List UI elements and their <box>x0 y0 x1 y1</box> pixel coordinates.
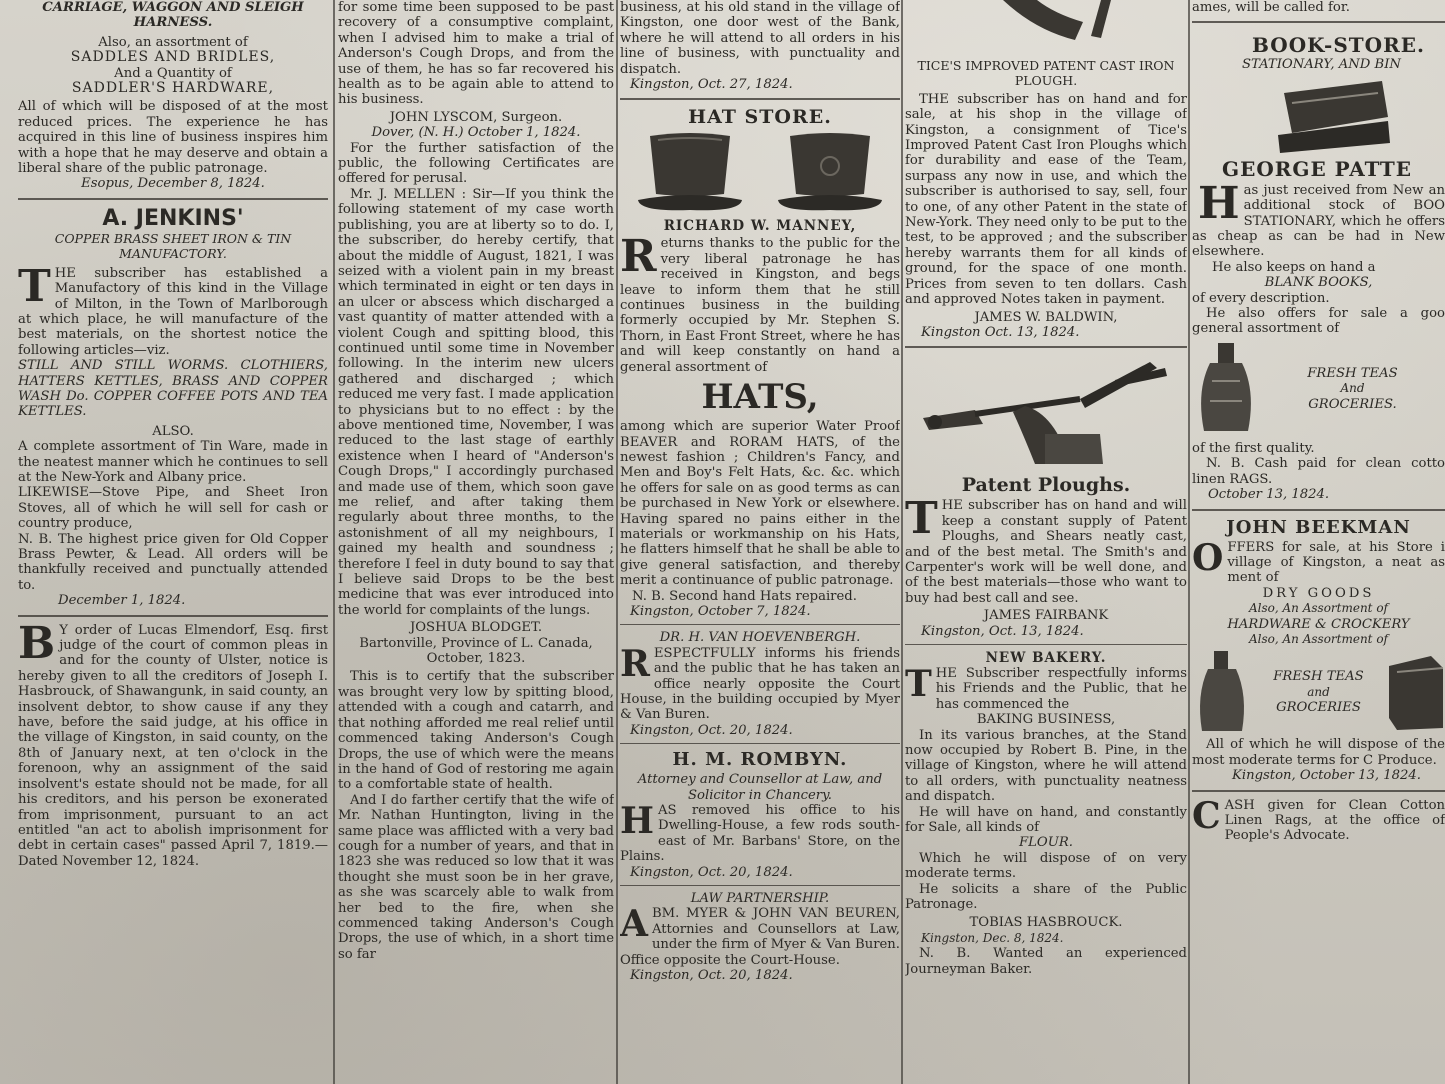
insolvent-notice: Y order of Lucas Elmendorf, Esq. first judge of the court of common pleas in and for the county of Ulster, notice is hereby given to all the creditors of Joseph I. Hasbrouck, of Shawangunk, in said county, an insolvent debtor, to show cause if any they have, before the said judge, at his office in the village of Kingston, in said county, on the 8th of January next, at ten o'clock in the forenoon, why an assignment of the said insolvent's estate should not be made, for all his creditors, and his person be exonerated from imprisonment, pursuant to an act entitled "an act to abolish imprisonment for debt in certain cases" passed April 7, 1819.—Dated November 12, 1824. <box>18 622 328 869</box>
certificate-body-2: And I do farther certify that the wife of Mr. Nathan Huntington, living in the same place was afflicted with a very bad cough for a number of years, and that in 1823 she was reduced so low that it was thought she must soon be in her grave, as she was scarcely able to walk from her bed to the fire, when she commenced taking Anderson's Cough Drops, the use of which, in a short time so far <box>338 792 614 962</box>
business-date: Kingston, Oct. 27, 1824. <box>630 77 793 93</box>
tinware-body: A complete assortment of Tin Ware, made in the neatest manner which he continues to sell at the New-York and Albany price. <box>18 439 328 485</box>
patent-body: HE subscriber has on hand and will keep a constant supply of Patent Ploughs, and Shears neatly cast, and of the best metal. The Smith's and Carpenter's work will be well done, and of the best materials—those who want to buy had best call and see. <box>905 498 1187 606</box>
decanter-icon <box>1192 649 1252 735</box>
jenkins-subtitle: COPPER BRASS SHEET IRON & TIN MANUFACTORY. <box>54 230 292 262</box>
saddlery-date: Esopus, December 8, 1824. <box>81 176 265 192</box>
saddles-heading: SADDLES AND BRIDLES, <box>70 49 276 66</box>
also-text: Also, an assortment of <box>98 34 248 50</box>
john-body-2: All of which he will dispose of the most moderate terms for C Produce. <box>1192 737 1445 768</box>
plough-icon <box>905 0 1185 58</box>
manney-name: RICHARD W. MANNEY, <box>663 218 857 235</box>
bakery-body-5: He solicits a share of the Public Patronage. <box>905 881 1187 913</box>
law-body: BM. MYER & JOHN VAN BEUREN, Attornies and Counsellors at Law, under the firm of Myer & Van Buren. Office opposite the Court-House. <box>620 906 900 968</box>
bakery-body-2: In its various branches, at the Stand now occupied by Robert B. Pine, in the village of Kingston, where he will attend to all orders, with punctuality neatness and dispatch. <box>905 727 1187 805</box>
column-3 <box>620 0 900 1084</box>
harness-heading: CARRIAGE, WAGGON AND SLEIGH HARNESS. <box>42 0 304 31</box>
plough-title: TICE'S IMPROVED PATENT CAST IRON PLOUGH. <box>917 58 1175 89</box>
flour-heading: FLOUR. <box>1019 835 1073 851</box>
divider <box>905 644 1187 645</box>
dry-goods-heading: DRY GOODS <box>1262 585 1375 601</box>
column-4 <box>905 0 1187 1084</box>
also-heading: ALSO. <box>152 423 194 439</box>
divider <box>620 98 900 100</box>
blodget-signature: JOSHUA BLODGET. <box>409 620 543 636</box>
divider <box>18 198 328 200</box>
divider <box>1192 509 1445 511</box>
divider <box>1192 21 1445 23</box>
mellen-letter: Mr. J. MELLEN : Sir—If you think the following statement of my case worth publishing, you are at liberty so to do. I, the subscriber, do hereby certify, that about the middle of August, 1821, I was seized with a violent pain in my breast which terminated in eight or ten days in an ulcer or abscess which discharged a vast quantity of matter attended with a violent Cough and spitting blood, this continued until some time in November following. In the interim new ulcers gathered and discharged ; which reduced me very fast. I made application to physicians but to no effect : by the above mentioned time, November, I was reduced to the last stage of earthly existence when I heard of "Anderson's Cough Drops," I accordingly purchased and made use of them, which soon gave me relief, and after taking them regularly about three months, to the astonishment of all my neighbours, I gained my health and soundness ; therefore I feel in duty bound to say that I believe said Drops to be the best medicine that was ever introduced into the world for complaints of the lungs. <box>338 186 614 618</box>
hats-body: among which are superior Water Proof BEAVER and RORAM HATS, of the newest fashion ; Children's Fancy, and Men and Boy's Felt Hats, &c. &c. which he offers for sale on as good terms as can be purchased in New York or elsewhere. Having spared no pains either in the materials or workmanship on his Hats, he flatters himself that he shall be able to give general satisfaction, and thereby merit a continuance of public patronage. <box>620 419 900 589</box>
likewise-body: LIKEWISE—Stove Pipe, and Sheet Iron Stoves, all of which he will sell for cash or country produce, <box>18 485 328 532</box>
groceries-heading-2: GROCERIES <box>1276 700 1361 716</box>
fairbank-signature: JAMES FAIRBANK <box>983 608 1109 624</box>
quantity-text: And a Quantity of <box>114 65 232 81</box>
rombyn-date: Kingston, Oct. 20, 1824. <box>630 864 793 880</box>
baking-heading: BAKING BUSINESS, <box>976 712 1116 728</box>
drop-cap: H <box>620 800 655 843</box>
top-hat-icon <box>636 132 744 214</box>
jenkins-body: HE subscriber has established a Manufactory of this kind in the Village of Milton, in the Town of Marlborough at which place, he will manufacture of the best materials, on the shortest notice the following articles—viz. <box>18 265 328 358</box>
divider <box>620 624 900 625</box>
plough-icon <box>905 354 1185 472</box>
patent-ploughs-title: Patent Ploughs. <box>961 474 1131 497</box>
rombyn-body: AS removed his office to his Dwelling-House, a few rods south-east of Mr. Barbans' Store, on the Plains. <box>620 803 900 865</box>
column-1 <box>18 0 328 1084</box>
column-rule <box>333 0 335 1084</box>
jenkins-nb: N. B. The highest price given for Old Copper Brass Pewter, & Lead. All orders will be thankfully received and punctually attended to. <box>18 531 328 593</box>
top-hat-icon <box>776 132 884 214</box>
and-text: And <box>1340 381 1365 396</box>
stationary-subtitle: STATIONARY, AND BIN <box>1242 57 1401 73</box>
also-teas-text: Also, An Assortment of <box>1248 631 1388 646</box>
bookstore-title: BOOK-STORE. <box>1252 33 1425 58</box>
rombyn-title: H. M. ROMBYN. <box>672 749 848 771</box>
business-notice: business, at his old stand in the village of Kingston, one door west of the Bank, where he will attend to all orders in his line of business, with punctuality and dispatch. <box>620 0 900 77</box>
drop-cap: O <box>1192 536 1224 579</box>
hardware-crockery-heading: HARDWARE & CROCKERY <box>1227 616 1410 632</box>
column-rule <box>901 0 903 1084</box>
jenkins-list: STILL AND STILL WORMS. CLOTHIERS, HATTERS KETTLES, BRASS AND COPPER WASH Do. COPPER COFFEE POTS AND TEA KETTLES. <box>18 358 328 420</box>
fresh-teas-heading: FRESH TEAS <box>1307 365 1398 381</box>
drop-cap: T <box>905 662 932 705</box>
offers-text: He also offers for sale a goo general assortment of <box>1192 306 1445 337</box>
hat-illustrations <box>620 132 900 214</box>
george-title: GEORGE PATTE <box>1222 156 1412 181</box>
jenkins-title: A. JENKINS' <box>102 205 244 231</box>
john-date: Kingston, October 13, 1824. <box>1232 768 1421 784</box>
certificate-body: This is to certify that the subscriber was brought very low by spitting blood, attended with a cough and catarrh, and that nothing afforded me real relief until commenced taking Anderson's Cough Drops, the use of which were the means in the hand of God of restoring me again to a comfortable state of health. <box>338 669 614 793</box>
column-rule <box>616 0 618 1084</box>
hat-store-title: HAT STORE. <box>688 106 832 129</box>
hardware-heading: SADDLER'S HARDWARE, <box>71 80 275 97</box>
hasbrouck-signature: TOBIAS HASBROUCK. <box>969 915 1123 931</box>
decanter-icon <box>1192 341 1260 437</box>
george-body: as just received from New an additional stock of BOO STATIONARY, which he offers as cheap as can be had in New elsewhere. <box>1192 182 1445 260</box>
drop-cap: H <box>1198 177 1240 229</box>
teas-block-2 <box>1192 649 1445 735</box>
rags-nb: N. B. Cash paid for clean cotto linen RAGS. <box>1192 456 1445 487</box>
dr-body: ESPECTFULLY informs his friends and the public that he has taken an office nearly opposite the Court House, in the building occupied by Myer & Van Buren. <box>620 645 900 723</box>
john-title: JOHN BEEKMAN <box>1226 516 1411 538</box>
jenkins-date: December 1, 1824. <box>58 593 186 609</box>
drop-cap: T <box>18 260 51 312</box>
blank-books-heading: BLANK BOOKS, <box>1264 275 1373 291</box>
drop-cap: R <box>620 231 657 283</box>
column-rule <box>1188 0 1190 1084</box>
lyscom-signature: JOHN LYSCOM, Surgeon. <box>389 109 563 125</box>
quality-text: of the first quality. <box>1192 440 1315 456</box>
hats-heading: HATS, <box>701 377 819 418</box>
dr-date: Kingston, Oct. 20, 1824. <box>630 722 793 738</box>
divider <box>18 615 328 617</box>
drop-cap: R <box>620 642 650 685</box>
bakery-body-4: Which he will dispose of on very moderate terms. <box>905 850 1187 882</box>
cough-drops-body: for some time been supposed to be past recovery of a consumptive complaint, when I advised him to make a trial of Anderson's Cough Drops, and from the use of them, he has so far recovered his health as to be again able to attend to his business. <box>338 0 614 108</box>
divider <box>620 743 900 744</box>
certificates-intro: For the further satisfaction of the public, the following Certificates are offered for perusal. <box>338 140 614 187</box>
baldwin-signature: JAMES W. BALDWIN, <box>974 309 1118 325</box>
dr-title: DR. H. VAN HOEVENBERGH. <box>659 630 861 646</box>
column-5 <box>1192 0 1445 1084</box>
every-description: of every description. <box>1192 290 1330 306</box>
law-date: Kingston, Oct. 20, 1824. <box>630 968 793 984</box>
drop-cap: B <box>18 617 56 669</box>
also-hardware-text: Also, An Assortment of <box>1248 601 1388 616</box>
fairbank-date: Kingston, Oct. 13, 1824. <box>921 623 1084 639</box>
divider <box>620 885 900 886</box>
divider <box>1192 790 1445 792</box>
lyscom-date: Dover, (N. H.) October 1, 1824. <box>371 125 581 141</box>
baldwin-date: Kingston Oct. 13, 1824. <box>921 324 1080 340</box>
divider <box>905 346 1187 348</box>
column-2 <box>338 0 614 1084</box>
bakery-title: NEW BAKERY. <box>985 649 1107 666</box>
drop-cap: T <box>905 493 938 545</box>
rombyn-subtitle: Attorney and Counsellor at Law, and Solicitor in Chancery. <box>637 772 883 803</box>
hasbrouck-date: Kingston, Dec. 8, 1824. <box>921 930 1064 945</box>
fresh-teas-heading-2: FRESH TEAS <box>1273 669 1364 685</box>
plough-body: THE subscriber has on hand and for sale, at his shop in the village of Kingston, a consignment of Tice's Improved Patent Cast Iron Ploughs which for durability and ease of the Team, surpass any now in use, and which the subscriber is authorised to say, sell, four to one, of any other Patent in the state of New-York. They need only to be put to the test, to be approved ; and the subscriber hereby warrants them for all kinds of ground, for the space of one month. Prices from seven to ten dollars. Cash and approved Notes taken in payment. <box>905 91 1187 308</box>
manney-body: eturns thanks to the public for the very liberal patronage he has received in Kingston, and begs leave to inform them that he still continues business in the building formerly occupied by Mr. Stephen S. Thorn, in East Front Street, where he has and will keep constantly on hand a general assortment of <box>620 236 900 375</box>
hats-date: Kingston, October 7, 1824. <box>630 603 811 619</box>
bakery-body: HE Subscriber respectfully informs his Friends and the Public, that he has commenced the <box>935 665 1187 712</box>
cash-body: ASH given for Clean Cotton Linen Rags, at the office of People's Advocate. <box>1224 797 1445 844</box>
law-title: LAW PARTNERSHIP. <box>690 891 830 907</box>
keeps-text: He also keeps on hand a <box>1212 259 1376 275</box>
blodget-place: Bartonville, Province of L. Canada, October, 1823. <box>359 635 593 667</box>
books-icon <box>1192 73 1445 155</box>
bakery-nb: N. B. Wanted an experienced Journeyman Baker. <box>905 946 1187 977</box>
saddlery-body: All of which will be disposed of at the most reduced prices. The experience he has acquired in this line of business inspires him with a hope that he may deserve and obtain a liberal share of the public patronage. <box>18 99 328 177</box>
drop-cap: C <box>1192 794 1221 837</box>
tea-chest-icon <box>1385 652 1445 732</box>
george-date: October 13, 1824. <box>1208 487 1330 503</box>
groceries-heading: GROCERIES. <box>1308 396 1397 412</box>
top-fragment: ames, will be called for. <box>1192 0 1350 15</box>
drop-cap: A <box>620 903 648 946</box>
bakery-body-3: He will have on hand, and constantly for Sale, all kinds of <box>905 804 1187 836</box>
john-body: FFERS for sale, at his Store i village of Kingston, a neat as ment of <box>1227 539 1445 586</box>
hats-nb: N. B. Second hand Hats repaired. <box>632 588 857 604</box>
teas-block <box>1192 341 1445 437</box>
and-text-2: and <box>1307 684 1330 699</box>
